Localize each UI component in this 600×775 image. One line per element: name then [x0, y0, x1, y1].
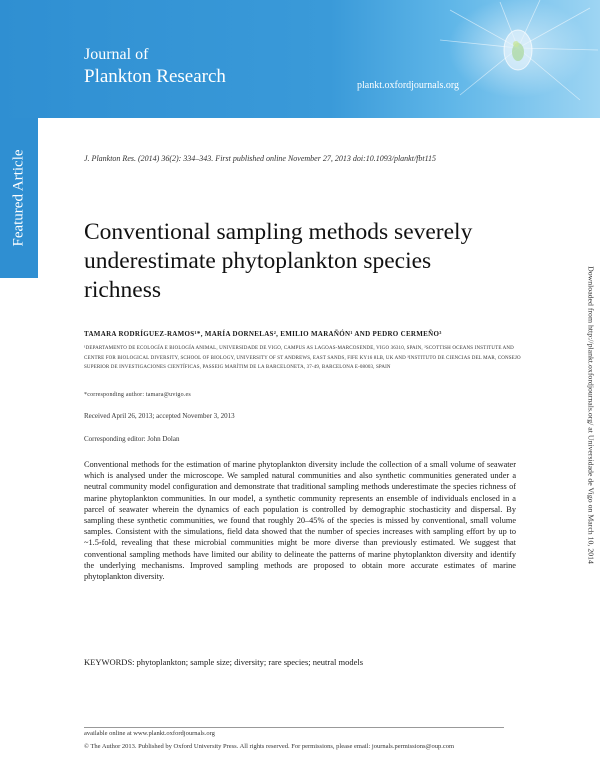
journal-name-line1: Journal of — [84, 46, 149, 63]
abstract: Conventional methods for the estimation of marine phytoplankton diversity include the collection of a small volume of seawater which is analysed under the microscope. We sampled natural communities and also synthetic communities generated under a neutral community model configuration and demonstrate that traditional sampling methods underestimate the species richness of marine phytoplankton communities. In our model, a synthetic community represents an ensemble of individuals enclosed in a parcel of seawater wherein the dynamics of each population is controlled by demographic stochasticity and dispersal. By sampling these synthetic communities, we found that roughly 20–45% of the species is missed by conventional, small volume samples. Consistent with the simulations, field data showed that the number of species increases with sampling effort by up to ~1.5-fold, revealing that these microbial communities might be more diverse than previously estimated. We suggest that conventional sampling methods have limited our ability to delineate the patterns of marine phytoplankton diversity and identify the underlying mechanisms. Improved sampling methods are proposed to obtain more accurate estimates of marine phytoplankton diversity. — [84, 460, 516, 582]
received-dates: Received April 26, 2013; accepted November 3, 2013 — [84, 412, 235, 420]
journal-url[interactable]: plankt.oxfordjournals.org — [357, 80, 460, 91]
corresponding-editor: Corresponding editor: John Dolan — [84, 435, 180, 443]
plankton-illustration — [430, 0, 600, 118]
featured-article-label: Featured Article — [10, 149, 27, 247]
featured-article-tab — [0, 118, 38, 278]
author-list: TAMARA RODRÍGUEZ-RAMOS¹*, MARÍA DORNELAS², EMILIO MARAÑÓN¹ AND PEDRO CERMEÑO³ — [84, 330, 442, 338]
download-watermark: Downloaded from http://plankt.oxfordjournals.org/ at Universidade de Vigo on March 10, 2014 — [586, 266, 596, 564]
footer-divider — [84, 727, 504, 728]
available-online-note: available online at www.plankt.oxfordjournals.org — [84, 730, 215, 737]
keywords: KEYWORDS: phytoplankton; sample size; diversity; rare species; neutral models — [84, 657, 364, 667]
journal-banner — [0, 0, 600, 118]
corresponding-author: *corresponding author: tamara@uvigo.es — [84, 392, 191, 398]
affiliations: ¹DEPARTAMENTO DE ECOLOGÍA E BIOLOGÍA ANIMAL, UNIVERSIDADE DE VIGO, CAMPUS AS LAGOAS-MARCOSENDE, VIGO 36310, SPAIN, ²SCOTTISH OCEANS INSTITUTE AND CENTRE FOR BIOLOGICAL DIVERSITY, SCHOOL OF BIOLOGY, UNIVERSITY OF ST ANDREWS, EAST SANDS, FIFE KY16 8LB, UK AND ³INSTITUTO DE CIENCIAS DEL MAR, CONSEJO SUPERIOR DE INVESTIGACIONES CIENTÍFICAS, PASSEIG MARÍTIM DE LA BARCELONETA, 37-49, BARCELONA E-08003, SPAIN — [84, 346, 521, 370]
citation-line: J. Plankton Res. (2014) 36(2): 334–343. First published online November 27, 2013 doi:10.1093/plankt/fbt115 — [84, 154, 437, 163]
journal-name-line2: Plankton Research — [84, 66, 226, 87]
article-title: Conventional sampling methods severely underestimate phytoplankton species richness — [84, 219, 473, 303]
copyright-notice: © The Author 2013. Published by Oxford University Press. All rights reserved. For permissions, please email: journals.permissions@oup.com — [84, 743, 455, 750]
journal-name — [84, 44, 226, 88]
